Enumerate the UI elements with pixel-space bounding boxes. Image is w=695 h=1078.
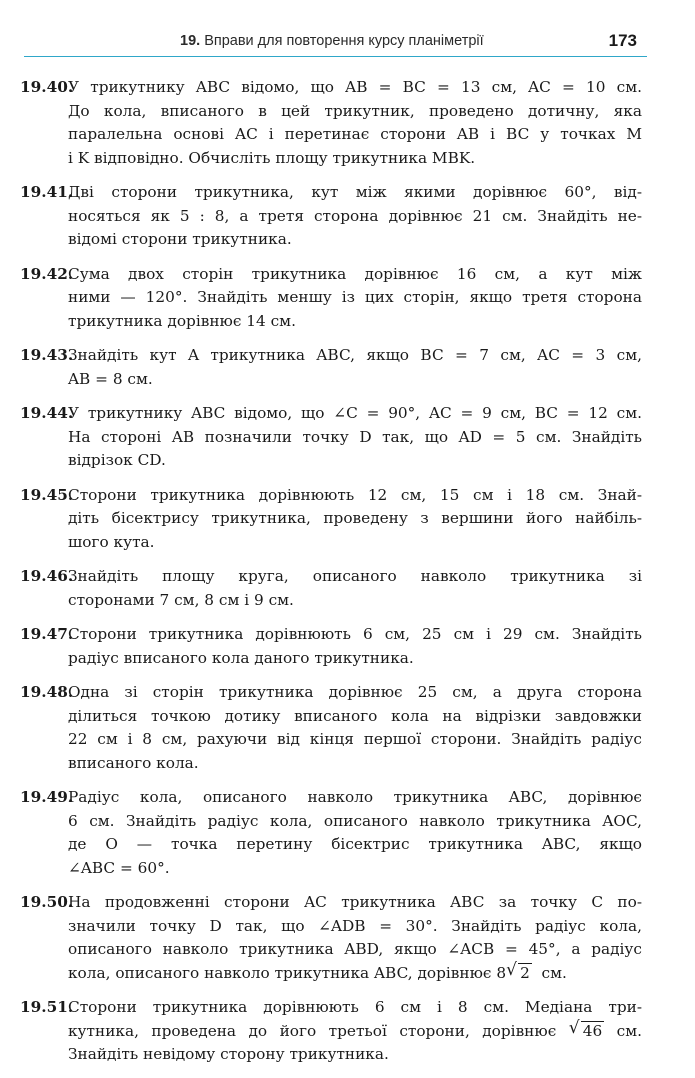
line-text: см. xyxy=(541,963,567,982)
problem-line: Сторони трикутника дорівнюють 6 см і 8 см. Медіана три- xyxy=(68,998,642,1016)
problem-line: 22 см і 8 см, рахуючи від кінця першої сторони. Знайдіть радіус xyxy=(68,730,642,748)
problem-line: описаного навколо трикутника ABD, якщо ∠ACB = 45°, а радіус xyxy=(68,940,642,958)
problem-line: Сторони трикутника дорівнюють 12 см, 15 см і 18 см. Знай- xyxy=(68,485,642,504)
problem-line: діть бісектрису трикутника, проведену з вершини його найбіль- xyxy=(68,509,642,527)
problem-line: AB = 8 см. xyxy=(68,369,153,388)
problem-19-48 xyxy=(20,681,642,775)
header-divider xyxy=(24,56,647,57)
problem-number: 19.45. xyxy=(20,485,74,504)
problem-line: ∠ABC = 60°. xyxy=(68,858,170,877)
problem-number: 19.50. xyxy=(20,893,74,911)
problem-line: Одна зі сторін трикутника дорівнює 25 см, а друга сторона xyxy=(68,683,642,701)
problem-line: У трикутнику ABC відомо, що ∠C = 90°, AC = 9 см, BC = 12 см. xyxy=(68,404,642,422)
problem-number: 19.48. xyxy=(20,683,74,701)
page-number: 173 xyxy=(608,31,637,50)
problem-number: 19.51. xyxy=(20,998,74,1016)
problem-line: трикутника дорівнює 14 см. xyxy=(68,311,296,330)
problem-19-45 xyxy=(20,484,642,555)
section-title-text: Вправи для повторення курсу планіметрії xyxy=(204,33,484,49)
problem-19-46 xyxy=(20,565,642,612)
radical-sign: √ xyxy=(506,959,517,980)
problem-line: На стороні AB позначили точку D так, що AD = 5 см. Знайдіть xyxy=(68,427,642,446)
problem-line: ними — 120°. Знайдіть меншу із цих сторін, якщо третя сторона xyxy=(68,288,642,306)
square-root xyxy=(506,959,532,986)
radicand: 46 xyxy=(582,1021,603,1040)
problem-line: Сторони трикутника дорівнюють 6 см, 25 см і 29 см. Знайдіть xyxy=(68,625,642,643)
problem-19-47 xyxy=(20,623,642,670)
problem-19-43 xyxy=(20,344,642,391)
problem-line: 6 см. Знайдіть радіус кола, описаного навколо трикутника AOC, xyxy=(68,811,642,830)
problem-19-44 xyxy=(20,402,642,473)
problem-line: шого кута. xyxy=(68,532,155,551)
problem-line: вписаного кола. xyxy=(68,753,199,772)
problem-number: 19.42. xyxy=(20,264,74,283)
problem-number: 19.44. xyxy=(20,404,74,422)
problem-line: Дві сторони трикутника, кут між якими дорівнює 60°, від- xyxy=(68,183,642,201)
line-text: см. xyxy=(616,1021,642,1040)
line-text: кутника, проведена до його третьої сторони, дорівнює xyxy=(68,1021,557,1040)
problem-line: відрізок CD. xyxy=(68,451,166,469)
problem-line: Радіус кола, описаного навколо трикутника ABC, дорівнює xyxy=(68,788,642,806)
problem-line: ділиться точкою дотику вписаного кола на відрізки завдовжки xyxy=(68,706,642,725)
problem-line: значили точку D так, що ∠ADB = 30°. Знайдіть радіус кола, xyxy=(68,916,642,935)
problem-19-51 xyxy=(20,996,642,1067)
problem-number: 19.46. xyxy=(20,567,74,585)
section-title xyxy=(180,33,484,49)
problem-line: Знайдіть площу круга, описаного навколо трикутника зі xyxy=(68,567,642,585)
problem-line: де O — точка перетину бісектрис трикутника ABC, якщо xyxy=(68,835,642,853)
problem-list xyxy=(20,76,642,1078)
problem-19-42 xyxy=(20,263,642,334)
problem-line xyxy=(68,1017,642,1044)
problem-line: Знайдіть невідому сторону трикутника. xyxy=(68,1045,389,1063)
section-number: 19. xyxy=(180,33,201,49)
page-header xyxy=(0,0,695,60)
radical-sign: √ xyxy=(568,1017,580,1038)
problem-line: паралельна основі AC і перетинає сторони AB і BC у точках M xyxy=(68,125,642,143)
problem-number: 19.49. xyxy=(20,788,74,806)
radicand: 2 xyxy=(520,963,530,982)
problem-line: відомі сторони трикутника. xyxy=(68,230,292,248)
problem-line: радіус вписаного кола даного трикутника. xyxy=(68,648,414,667)
problem-line: Сума двох сторін трикутника дорівнює 16 см, а кут між xyxy=(68,264,642,283)
problem-number: 19.41. xyxy=(20,183,74,201)
problem-line: Знайдіть кут A трикутника ABC, якщо BC = 7 см, AC = 3 см, xyxy=(68,346,642,364)
problem-number: 19.43. xyxy=(20,346,74,364)
problem-line xyxy=(68,959,642,986)
problem-19-41 xyxy=(20,181,642,252)
problem-19-49 xyxy=(20,786,642,880)
line-text: кола, описаного навколо трикутника ABC, дорівнює 8 xyxy=(68,963,507,982)
problem-line: сторонами 7 см, 8 см і 9 см. xyxy=(68,590,294,609)
problem-number: 19.47. xyxy=(20,625,74,643)
problem-line: і K відповідно. Обчисліть площу трикутника MBK. xyxy=(68,148,476,167)
problem-line: До кола, вписаного в цей трикутник, проведено дотичну, яка xyxy=(68,101,642,120)
problem-line: носяться як 5 : 8, а третя сторона дорівнює 21 см. Знайдіть не- xyxy=(68,206,642,225)
problem-number: 19.40. xyxy=(20,78,74,96)
problem-line: На продовженні сторони AC трикутника ABC за точку C по- xyxy=(68,893,642,911)
problem-line: У трикутнику ABC відомо, що AB = BC = 13 см, AC = 10 см. xyxy=(68,78,642,96)
problem-19-50 xyxy=(20,891,642,985)
problem-19-40 xyxy=(20,76,642,170)
square-root xyxy=(568,1017,604,1044)
